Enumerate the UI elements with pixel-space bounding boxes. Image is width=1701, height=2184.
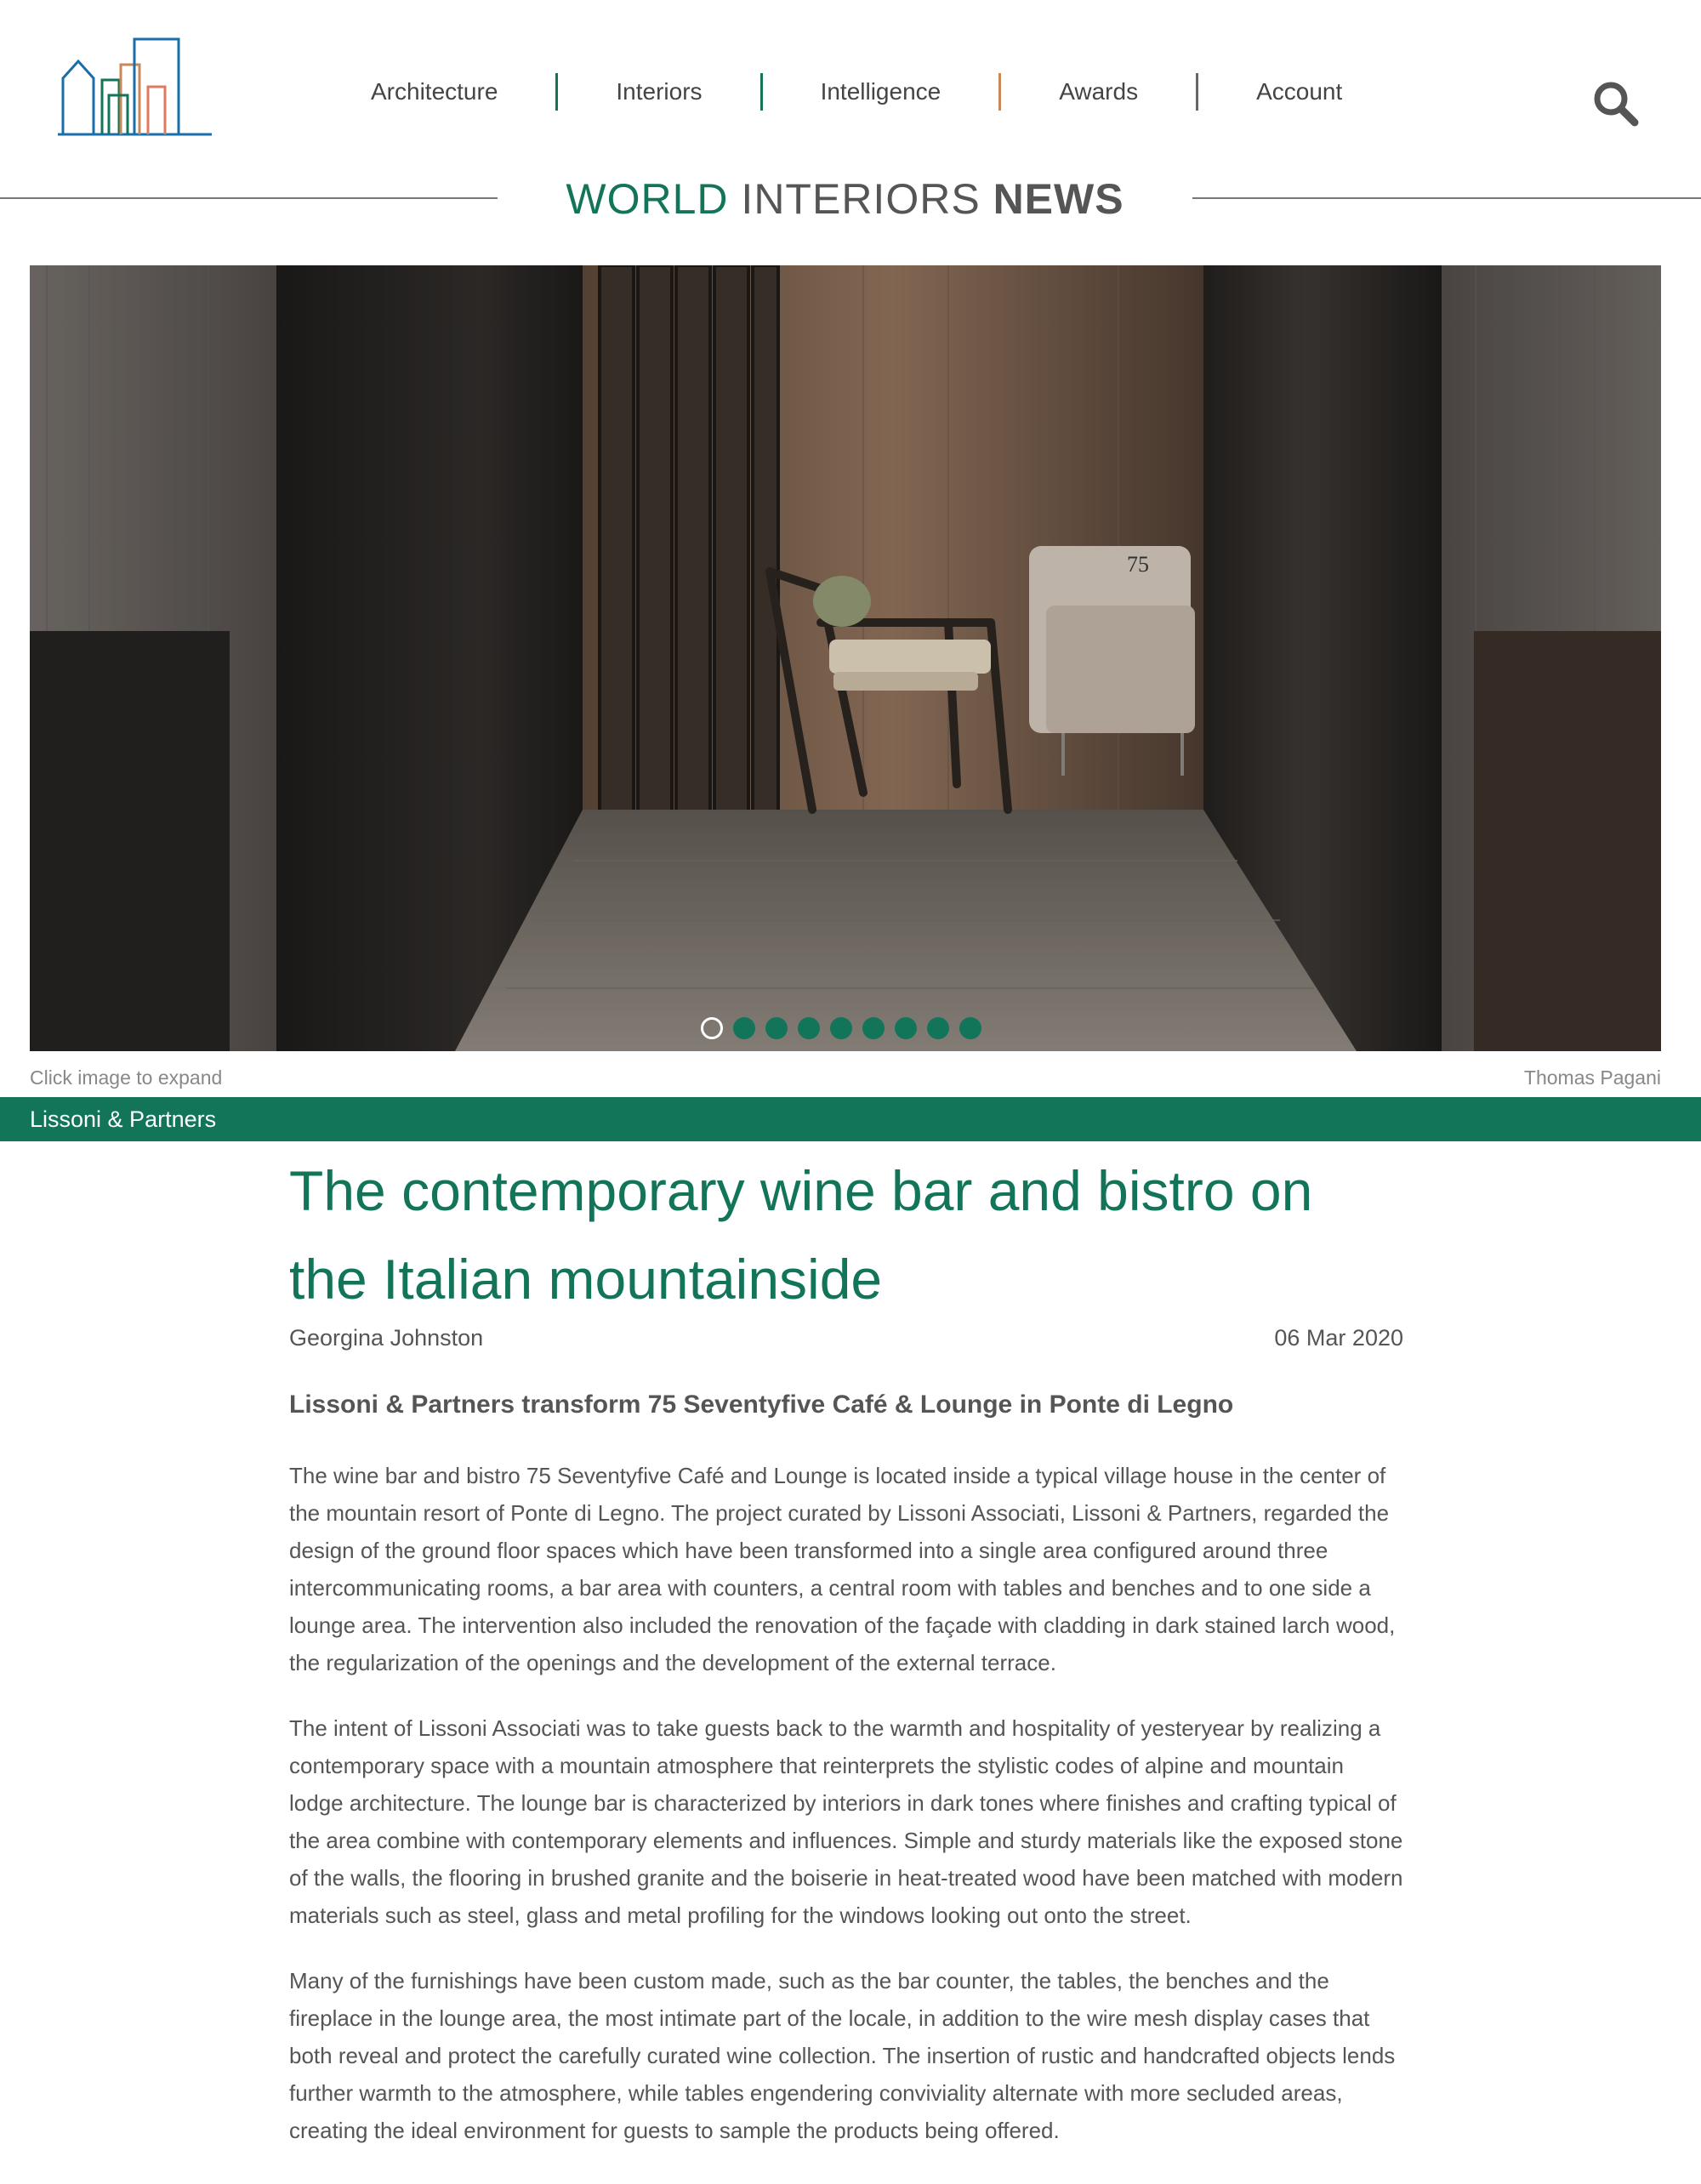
- svg-text:75: 75: [1127, 552, 1149, 577]
- article-title: The contemporary wine bar and bistro on the Italian mountainside: [289, 1159, 1313, 1311]
- main-nav: [323, 70, 1400, 114]
- gallery-dot[interactable]: [830, 1017, 852, 1039]
- image-caption-row: [30, 1066, 1661, 1089]
- article-author[interactable]: Georgina Johnston: [289, 1325, 484, 1351]
- nav-awards[interactable]: Awards: [1059, 78, 1139, 105]
- search-icon: [1590, 78, 1641, 129]
- masthead-world: WORLD: [566, 175, 729, 223]
- masthead-divider-right: [1192, 197, 1701, 199]
- gallery-dot[interactable]: [862, 1017, 885, 1039]
- category-label[interactable]: Lissoni & Partners: [30, 1106, 217, 1132]
- article-date: 06 Mar 2020: [1274, 1325, 1403, 1351]
- interior-photo-icon: [30, 265, 1661, 1051]
- article-paragraph: The wine bar and bistro 75 Seventyfive Café and Lounge is located inside a typical village house in the center of the mountain resort of Ponte di Legno. The project curated by Lissoni Associati, Lissoni & Partners, regarded the design of the ground floor spaces which have been transformed into a single area configured around three intercommunicating rooms, a bar area with counters, a central room with tables and benches and to one side a lounge area. The intervention also included the renovation of the façade with cladding in dark stained larch wood, the regularization of the openings and the development of the external terrace.: [289, 1463, 1396, 1675]
- masthead-news: NEWS: [993, 175, 1124, 223]
- gallery-dot[interactable]: [701, 1017, 723, 1039]
- article: [289, 1146, 1403, 2149]
- masthead-interiors: INTERIORS: [741, 175, 981, 223]
- article-paragraph: Many of the furnishings have been custom made, such as the bar counter, the tables, the benches and the fireplace in the lounge area, the most intimate part of the locale, in addition to the wire mesh display cases that both reveal and protect the carefully curated wine collection. The insertion of rustic and handcrafted objects lends further warmth to the atmosphere, while tables engendering conviviality alternate with more secluded areas, creating the ideal environment for guests to sample the products being offered.: [289, 1968, 1396, 2143]
- gallery-dot[interactable]: [733, 1017, 755, 1039]
- search-button[interactable]: [1590, 78, 1641, 129]
- nav-account[interactable]: Account: [1256, 78, 1343, 105]
- site-logo[interactable]: [56, 36, 213, 139]
- hero-image[interactable]: [30, 265, 1661, 1051]
- gallery-dot[interactable]: [798, 1017, 820, 1039]
- expand-hint: Click image to expand: [30, 1066, 223, 1089]
- article-paragraph: The intent of Lissoni Associati was to take guests back to the warmth and hospitality of yesteryear by realizing a contemporary space with a mountain atmosphere that reinterprets the stylistic codes of alpine and mountain lodge architecture. The lounge bar is characterized by interiors in dark tones where finishes and crafting typical of the area combine with contemporary elements and influences. Simple and sturdy materials like the exposed stone of the walls, the flooring in brushed granite and the boiserie in heat-treated wood have been matched with modern materials such as steel, glass and metal profiling for the windows looking out onto the street.: [289, 1715, 1403, 1928]
- photo-credit: Thomas Pagani: [1523, 1066, 1661, 1089]
- gallery-dot[interactable]: [959, 1017, 981, 1039]
- city-skyline-logo-icon: [56, 36, 213, 139]
- nav-interiors[interactable]: Interiors: [616, 78, 703, 105]
- masthead-divider-left: [0, 197, 498, 199]
- gallery-dot[interactable]: [895, 1017, 917, 1039]
- gallery-pagination: [30, 1017, 1661, 1039]
- article-subtitle: Lissoni & Partners transform 75 Seventyfive Café & Lounge in Ponte di Legno: [289, 1391, 1234, 1419]
- article-meta: [289, 1325, 1403, 1351]
- gallery-dot[interactable]: [765, 1017, 788, 1039]
- gallery-dot[interactable]: [927, 1017, 949, 1039]
- category-bar: [0, 1097, 1701, 1141]
- masthead-title[interactable]: [498, 174, 1192, 224]
- nav-architecture[interactable]: Architecture: [371, 78, 498, 105]
- nav-intelligence[interactable]: Intelligence: [820, 78, 942, 105]
